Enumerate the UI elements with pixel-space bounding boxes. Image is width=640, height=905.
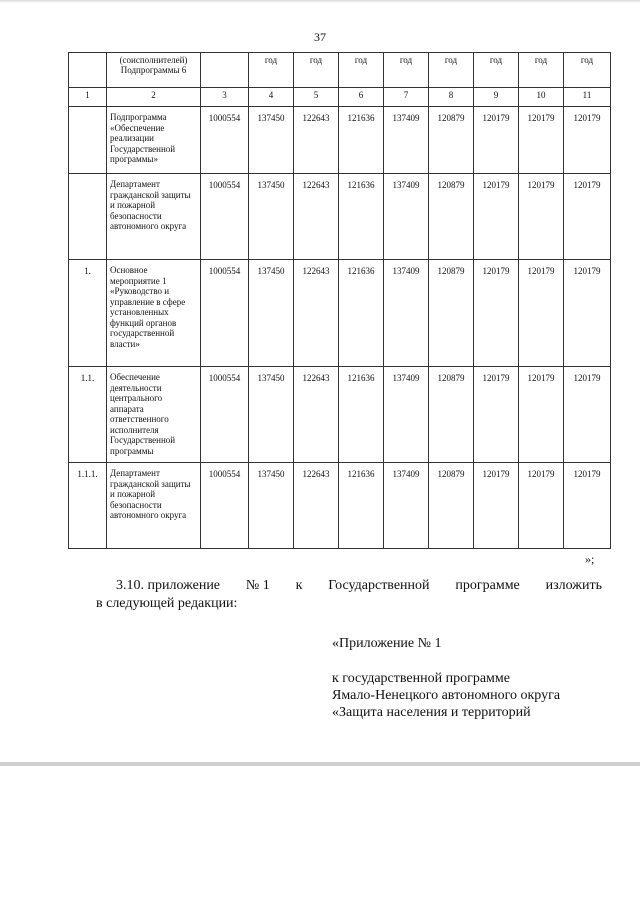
row-value: 137450 xyxy=(249,174,294,260)
row-name: Обеспечение деятельности центрального аппарата ответственного исполнителя Государственной программы xyxy=(107,367,201,463)
row-value: 120879 xyxy=(429,174,474,260)
appendix-line: к государственной программе xyxy=(332,671,510,686)
row-value: 1000554 xyxy=(201,260,249,367)
row-value: 121636 xyxy=(339,174,384,260)
header-text: Подпрограммы 6 xyxy=(120,65,187,75)
row-value: 120179 xyxy=(519,174,564,260)
row-value: 120179 xyxy=(564,367,611,463)
row-value: 120179 xyxy=(564,463,611,549)
row-value: 137450 xyxy=(249,260,294,367)
table-row xyxy=(69,367,611,463)
paragraph-word: 3.10. приложение xyxy=(116,578,221,593)
table-row xyxy=(69,174,611,260)
page-number: 37 xyxy=(314,30,326,44)
row-value: 137409 xyxy=(384,260,429,367)
column-number-row xyxy=(69,88,611,107)
row-value: 120179 xyxy=(519,367,564,463)
row-value: 122643 xyxy=(294,174,339,260)
row-value: 137450 xyxy=(249,463,294,549)
row-value: 120179 xyxy=(564,107,611,174)
row-value: 121636 xyxy=(339,463,384,549)
paragraph-word: программе xyxy=(455,578,520,593)
row-value: 120179 xyxy=(564,174,611,260)
column-number: 10 xyxy=(519,88,564,107)
row-value: 120179 xyxy=(474,260,519,367)
row-value: 120179 xyxy=(474,367,519,463)
header-year-cell: год xyxy=(384,53,429,88)
row-value: 137409 xyxy=(384,174,429,260)
column-number: 2 xyxy=(107,88,201,107)
scan-top-edge xyxy=(0,0,640,3)
header-year-cell: год xyxy=(519,53,564,88)
header-text: (соисполнителей) xyxy=(119,55,188,65)
row-value: 137409 xyxy=(384,463,429,549)
column-number: 9 xyxy=(474,88,519,107)
row-value: 122643 xyxy=(294,463,339,549)
table-row xyxy=(69,107,611,174)
row-value: 121636 xyxy=(339,260,384,367)
header-year-cell: год xyxy=(429,53,474,88)
column-number: 4 xyxy=(249,88,294,107)
paragraph-line xyxy=(96,577,602,595)
row-value: 120879 xyxy=(429,260,474,367)
header-cell xyxy=(69,53,107,88)
header-year-cell: год xyxy=(339,53,384,88)
header-year-cell: год xyxy=(249,53,294,88)
row-index: 1.1.1. xyxy=(69,463,107,549)
row-name: Подпрограмма «Обеспечение реализации Государственной программы» xyxy=(107,107,201,174)
row-value: 122643 xyxy=(294,367,339,463)
column-number: 11 xyxy=(564,88,611,107)
row-value: 121636 xyxy=(339,367,384,463)
row-value: 120179 xyxy=(519,463,564,549)
column-number: 1 xyxy=(69,88,107,107)
row-index: 1.1. xyxy=(69,367,107,463)
header-cell-executors xyxy=(107,53,201,88)
row-index: 1. xyxy=(69,260,107,367)
table-closing-quote: »; xyxy=(585,552,595,566)
row-value: 137450 xyxy=(249,367,294,463)
scan-bottom-edge xyxy=(0,762,640,766)
row-index xyxy=(69,174,107,260)
header-year-cell: год xyxy=(474,53,519,88)
paragraph-word: изложить xyxy=(545,578,602,593)
row-name: Департамент гражданской защиты и пожарной безопасности автономного округа xyxy=(107,463,201,549)
column-number: 8 xyxy=(429,88,474,107)
row-value: 120879 xyxy=(429,107,474,174)
paragraph-word: Государственной xyxy=(328,578,430,593)
row-value: 1000554 xyxy=(201,174,249,260)
appendix-line: «Защита населения и территорий xyxy=(332,705,531,720)
row-value: 120879 xyxy=(429,367,474,463)
row-value: 120179 xyxy=(474,463,519,549)
paragraph-word: № 1 xyxy=(245,578,270,593)
row-value: 137450 xyxy=(249,107,294,174)
row-value: 1000554 xyxy=(201,367,249,463)
row-value: 120879 xyxy=(429,463,474,549)
amendment-paragraph xyxy=(96,577,602,613)
row-value: 120179 xyxy=(519,260,564,367)
row-index xyxy=(69,107,107,174)
row-name: Основное мероприятие 1 «Руководство и управление в сфере установленных функций органов государственной власти» xyxy=(107,260,201,367)
row-value: 1000554 xyxy=(201,463,249,549)
row-value: 137409 xyxy=(384,107,429,174)
row-value: 137409 xyxy=(384,367,429,463)
paragraph-line: в следующей редакции: xyxy=(96,596,238,611)
column-number: 3 xyxy=(201,88,249,107)
column-number: 7 xyxy=(384,88,429,107)
appendix-title: «Приложение № 1 xyxy=(332,636,442,651)
header-cell xyxy=(201,53,249,88)
row-value: 120179 xyxy=(474,107,519,174)
column-number: 6 xyxy=(339,88,384,107)
column-number: 5 xyxy=(294,88,339,107)
row-value: 1000554 xyxy=(201,107,249,174)
table-row xyxy=(69,463,611,549)
row-value: 120179 xyxy=(564,260,611,367)
header-year-cell: год xyxy=(564,53,611,88)
row-value: 122643 xyxy=(294,260,339,367)
funding-table xyxy=(68,52,611,549)
row-value: 122643 xyxy=(294,107,339,174)
appendix-line: Ямало-Ненецкого автономного округа xyxy=(332,688,561,703)
table-row xyxy=(69,260,611,367)
row-value: 121636 xyxy=(339,107,384,174)
table-header-row xyxy=(69,53,611,88)
header-year-cell: год xyxy=(294,53,339,88)
row-value: 120179 xyxy=(519,107,564,174)
paragraph-word: к xyxy=(295,578,303,593)
row-value: 120179 xyxy=(474,174,519,260)
row-name: Департамент гражданской защиты и пожарной безопасности автономного округа xyxy=(107,174,201,260)
